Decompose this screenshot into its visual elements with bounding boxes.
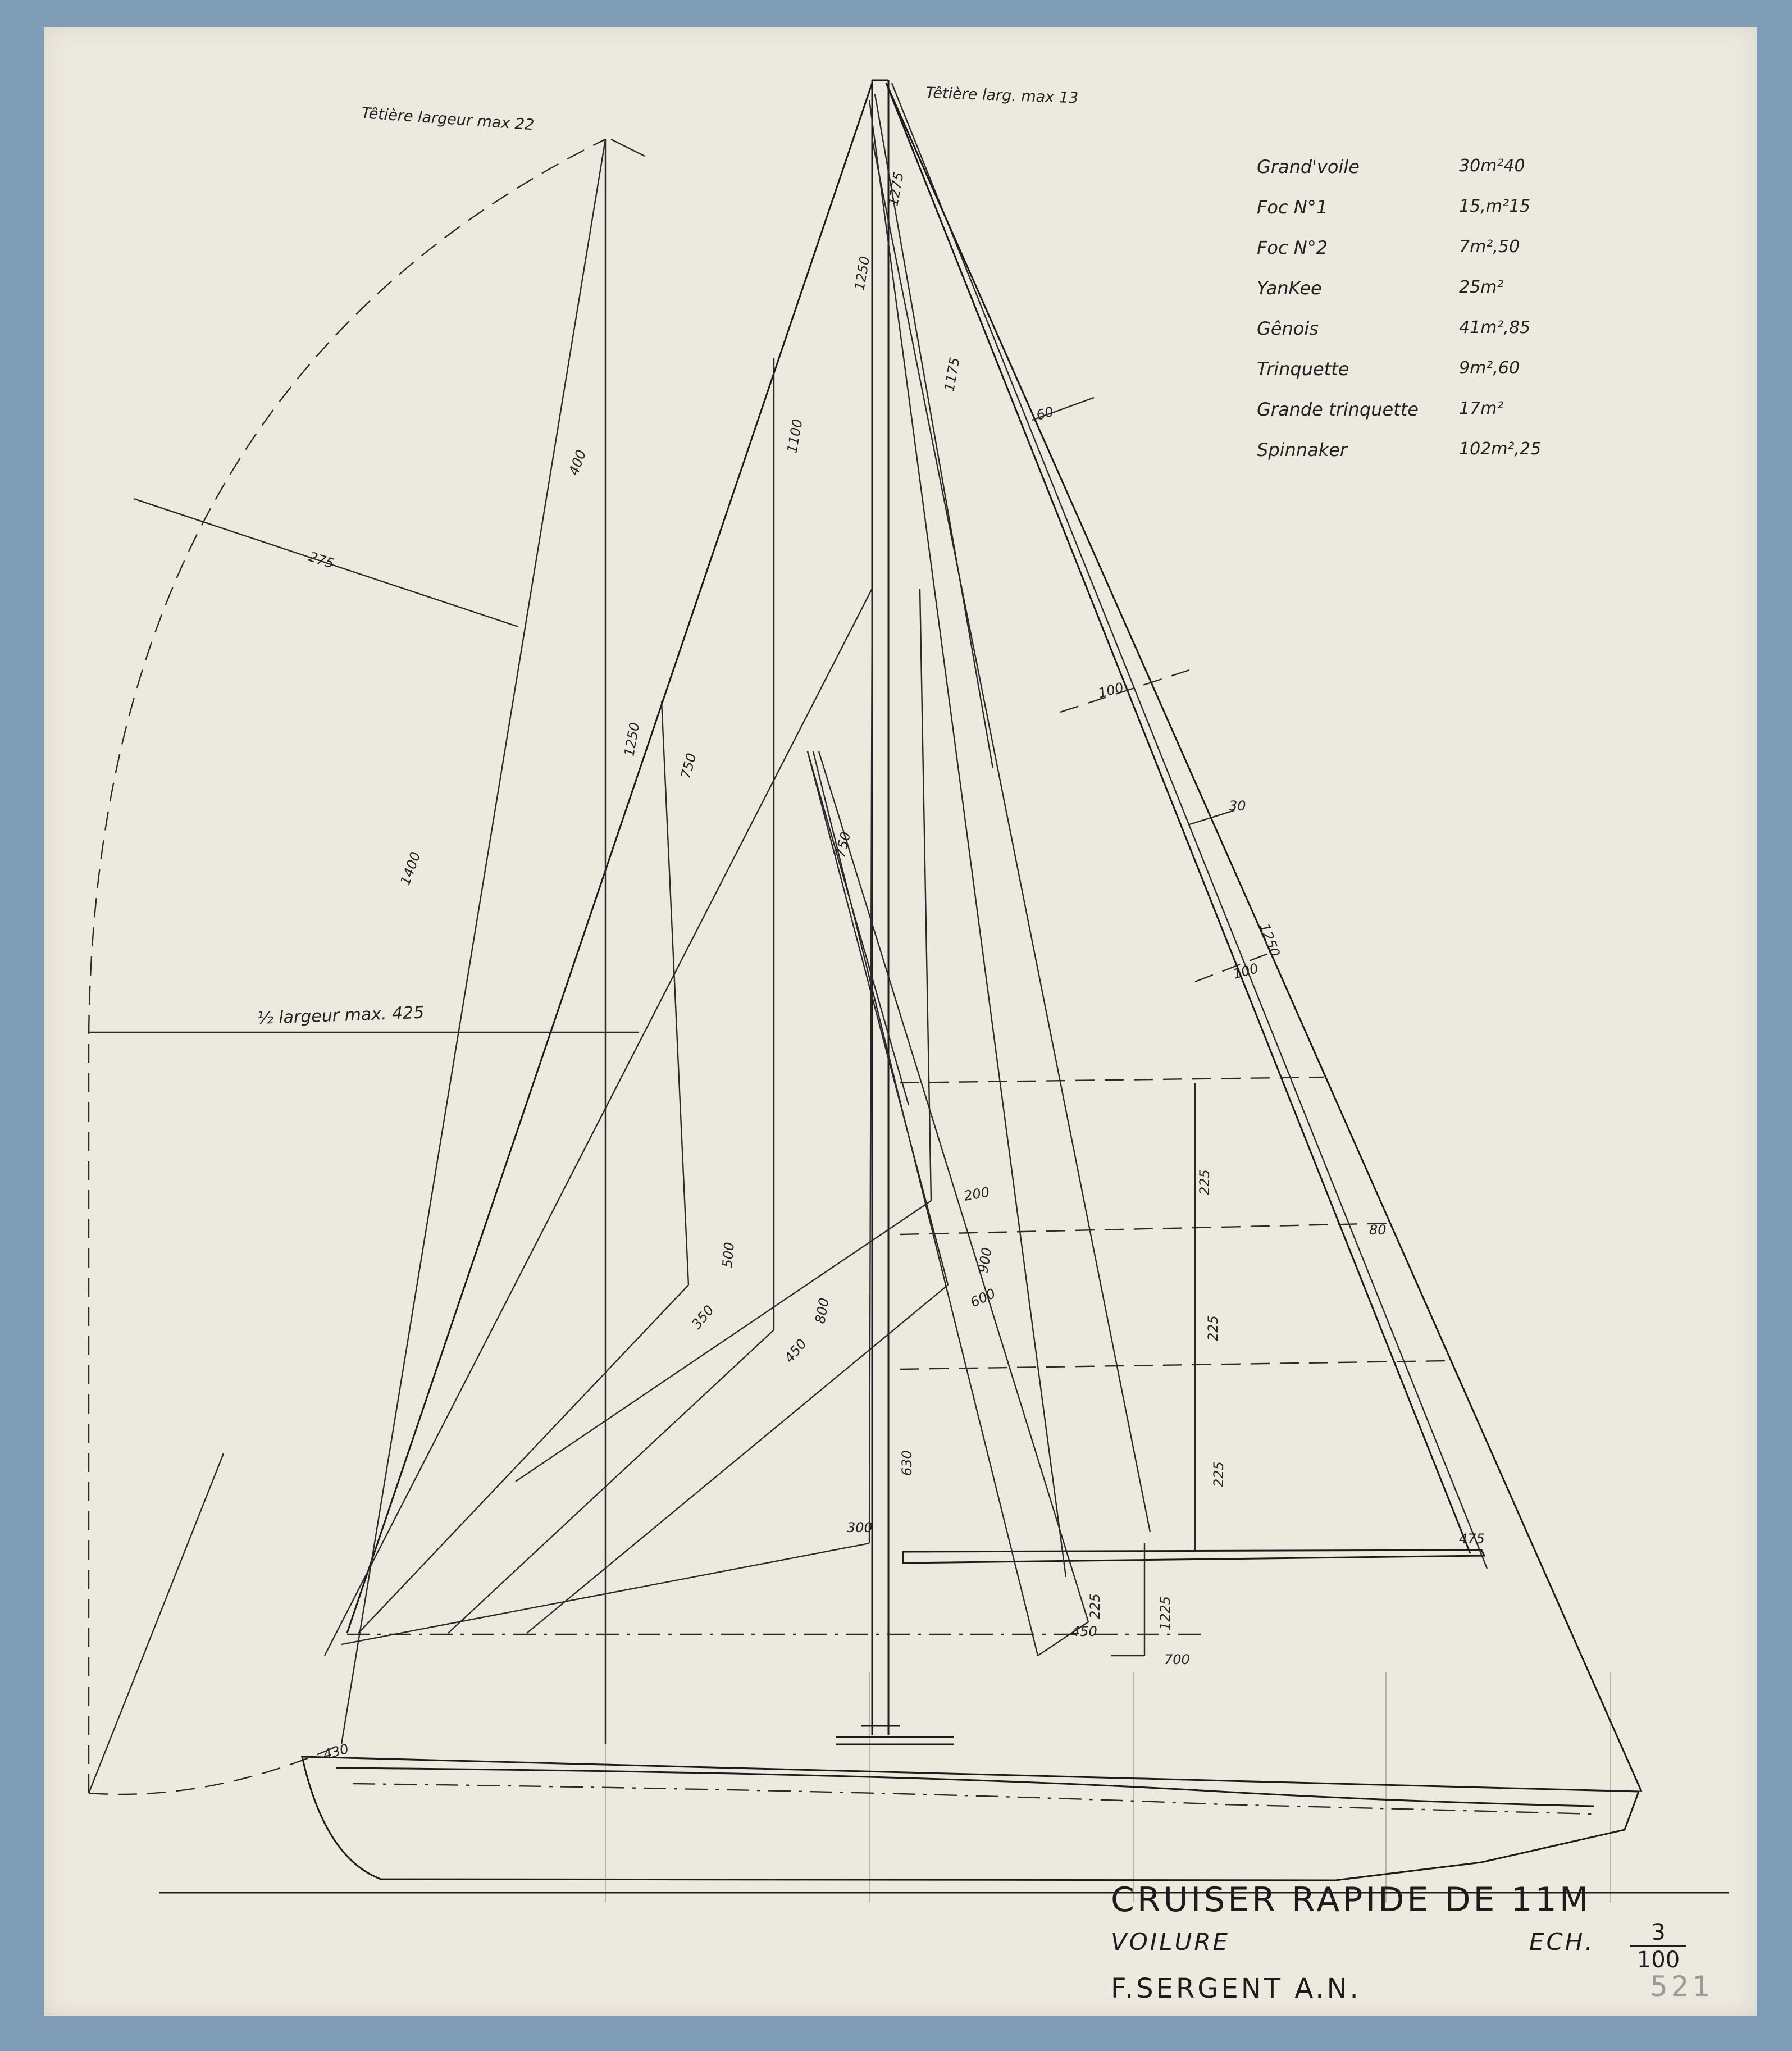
dim-225-d: 225: [1087, 1593, 1103, 1619]
sail-area: 9m²,60: [1459, 358, 1520, 378]
dim-1250-b: 1250: [851, 255, 873, 292]
sail-area-row-trinquette: [1257, 358, 1594, 399]
headsails: [325, 83, 1201, 1656]
dim-450-b: 450: [1071, 1624, 1097, 1639]
sail-area: 30m²40: [1459, 156, 1525, 176]
dim-60: 60: [1034, 403, 1056, 423]
dim-500: 500: [719, 1241, 737, 1269]
title-block: [1111, 1880, 1729, 2015]
sheet-number: 521: [1650, 1970, 1714, 2003]
dim-1400: 1400: [397, 850, 424, 888]
batten-marks: [1032, 398, 1268, 982]
dim-200: 200: [963, 1184, 991, 1204]
spinnaker: [89, 139, 645, 1794]
dim-300: 300: [847, 1520, 873, 1535]
main-head-note: Têtière larg. max 13: [925, 84, 1079, 107]
sail-area: 7m²,50: [1459, 237, 1520, 257]
dim-450-a: 450: [781, 1336, 810, 1366]
scale-fraction: [1630, 1920, 1686, 1973]
dim-600: 600: [968, 1285, 998, 1311]
sail-area: 25m²: [1459, 277, 1504, 297]
dim-900: 900: [975, 1246, 995, 1275]
drawing-sheet: [44, 27, 1757, 2016]
sail-name: YanKee: [1257, 277, 1322, 299]
dim-275: 275: [307, 549, 336, 572]
sail-name: Trinquette: [1257, 358, 1349, 380]
dim-630: 630: [899, 1450, 915, 1476]
spinnaker-head-note: Têtière largeur max 22: [361, 104, 535, 134]
dim-1100: 1100: [784, 418, 806, 455]
sail-name: Gênois: [1257, 318, 1319, 339]
dim-1250-c: 1250: [1256, 921, 1283, 959]
dim-1225: 1225: [1157, 1596, 1173, 1630]
dim-400: 400: [566, 448, 590, 478]
dim-350: 350: [688, 1302, 718, 1332]
hull: [302, 1757, 1639, 1880]
dim-100-b: 100: [1231, 960, 1260, 982]
dim-700: 700: [1164, 1652, 1190, 1667]
sail-area-row-grandvoile: [1257, 156, 1594, 197]
author: F.SERGENT A.N.: [1111, 1973, 1361, 2004]
sail-area-row-genois: [1257, 318, 1594, 358]
dim-430: 430: [321, 1740, 350, 1763]
dim-800: 800: [812, 1297, 832, 1325]
boom: [903, 1550, 1484, 1563]
half-width-note: ½ largeur max. 425: [257, 1002, 425, 1028]
sail-area-table: [1257, 156, 1594, 480]
dim-225-a: 225: [1197, 1169, 1212, 1195]
dim-1175: 1175: [941, 356, 963, 393]
sail-area: 102m²,25: [1459, 439, 1542, 459]
sail-area-row-grande-trinquette: [1257, 399, 1594, 439]
dim-475: 475: [1459, 1531, 1485, 1547]
scale-numerator: 3: [1630, 1920, 1686, 1947]
reef-lines: [900, 1077, 1448, 1550]
dim-1275: 1275: [885, 171, 907, 208]
dim-225-b: 225: [1205, 1315, 1221, 1341]
sail-area-row-spinnaker: [1257, 439, 1594, 480]
scale-label: ECH.: [1529, 1928, 1595, 1956]
sail-name: Grand'voile: [1257, 156, 1360, 177]
sail-area-row-yankee: [1257, 277, 1594, 318]
sail-area: 41m²,85: [1459, 318, 1531, 338]
dim-1250-a: 1250: [621, 721, 643, 758]
dim-750-b: 750: [832, 830, 854, 859]
sail-name: Grande trinquette: [1257, 399, 1419, 420]
sail-area-row-foc2: [1257, 237, 1594, 277]
drawing-title: CRUISER RAPIDE DE 11M: [1111, 1880, 1592, 1920]
sail-name: Foc N°1: [1257, 197, 1328, 218]
dim-80: 80: [1369, 1222, 1387, 1238]
dim-225-c: 225: [1211, 1461, 1226, 1487]
scale-denominator: 100: [1636, 1947, 1680, 1973]
sail-name: Spinnaker: [1257, 439, 1348, 461]
drawing-subtitle: VOILURE: [1111, 1928, 1230, 1956]
dim-30: 30: [1229, 798, 1246, 814]
sail-area-row-foc1: [1257, 197, 1594, 237]
sail-name: Foc N°2: [1257, 237, 1328, 258]
dim-750-a: 750: [677, 751, 700, 781]
sail-area: 15,m²15: [1459, 197, 1531, 216]
sail-area: 17m²: [1459, 399, 1504, 418]
dim-100-a: 100: [1096, 679, 1125, 701]
